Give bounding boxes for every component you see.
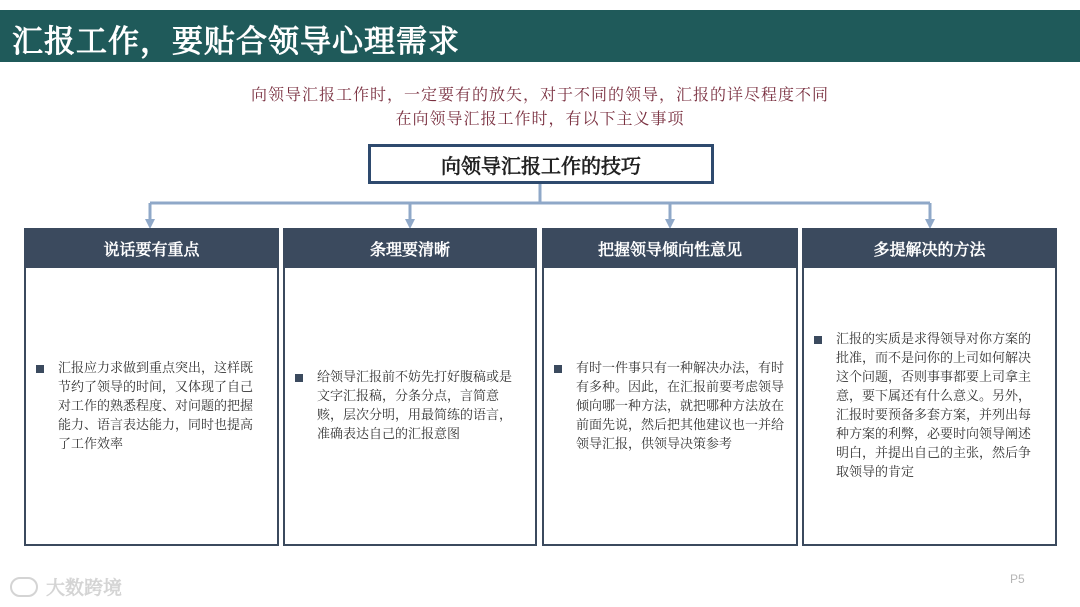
watermark [10, 573, 122, 600]
bullet-item [26, 359, 277, 454]
intro-line-2: 在向领导汇报工作时，有以下主义事项 [395, 109, 685, 128]
intro-line-1: 向领导汇报工作时，一定要有的放矢，对于不同的领导，汇报的详尽程度不同 [250, 85, 829, 104]
column-header-4: 多提解决的方法 [802, 228, 1057, 268]
watermark-logo-icon [10, 577, 38, 597]
square-bullet-icon [814, 336, 822, 344]
column-header-2: 条理要清晰 [283, 228, 537, 268]
bullet-item [544, 359, 796, 454]
bullet-text: 汇报的实质是求得领导对你方案的批准，而不是问你的上司如何解决这个问题，否则事事都要上司拿主意，要下属还有什么意义。另外，汇报时要预备多套方案，并列出每种方案的利弊，必要时向领导阐述明白，并提出自己的主张，然后争取领导的肯定 [836, 332, 1032, 480]
bullet-text: 有时一件事只有一种解决办法，有时有多种。因此，在汇报前要考虑领导倾向哪一种方法，就把哪种方法放在前面先说，然后把其他建议也一并给领导汇报，供领导决策参考 [576, 360, 785, 452]
square-bullet-icon [554, 365, 562, 373]
watermark-text: 大数跨境 [46, 577, 123, 599]
column-body-2 [283, 268, 537, 546]
column-header-1: 说话要有重点 [24, 228, 279, 268]
bullet-text: 汇报应力求做到重点突出，这样既节约了领导的时间，又体现了自己对工作的熟悉程度、对问题的把握能力、语言表达能力，同时也提高了工作效率 [58, 360, 254, 452]
center-title-box: 向领导汇报工作的技巧 [368, 144, 714, 184]
bullet-item [285, 368, 535, 444]
bullet-text: 给领导汇报前不妨先打好腹稿或是文字汇报稿，分条分点，言简意赅，层次分明，用最简练的语言，准确表达自己的汇报意图 [317, 370, 513, 442]
bullet-item [804, 330, 1055, 482]
square-bullet-icon [295, 374, 303, 382]
column-body-1 [24, 268, 279, 546]
column-body-4 [802, 268, 1057, 546]
page-title: 汇报工作，要贴合领导心理需求 [12, 24, 460, 60]
column-body-3 [542, 268, 798, 546]
column-header-3: 把握领导倾向性意见 [542, 228, 798, 268]
page-number: P5 [1010, 572, 1025, 586]
square-bullet-icon [36, 365, 44, 373]
